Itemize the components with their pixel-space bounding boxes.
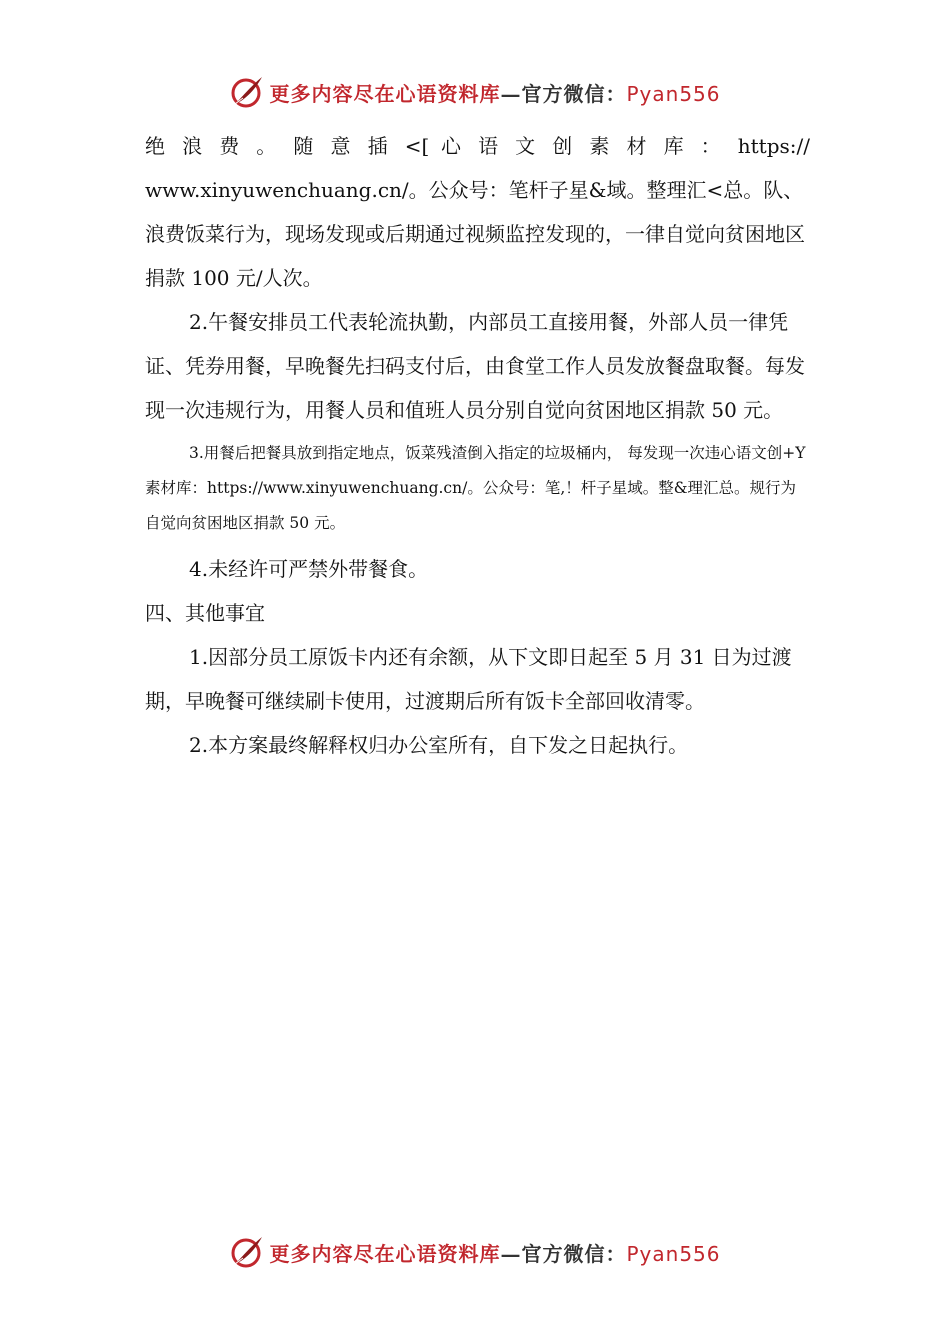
banner-wechat-label: —官方微信： xyxy=(500,1241,627,1266)
quill-pen-circle-icon xyxy=(229,74,265,110)
paragraph-3: 3.用餐后把餐具放到指定地点，饭菜残渣倒入指定的垃圾桶内， 每发现一次违心语文创+Y素材库：https://www.xinyuwenchuang.cn/。公众号：笔,！杆子星域。整&理汇总。规行为自觉向贫困地区捐款 50 元。 xyxy=(145,444,806,532)
paragraph-6: 2.本方案最终解释权归办公室所有，自下发之日起执行。 xyxy=(189,733,689,757)
banner-text xyxy=(269,78,720,107)
banner-wechat-id: Pyan556 xyxy=(626,1241,721,1266)
header-banner xyxy=(0,72,950,112)
paragraph-2: 2.午餐安排员工代表轮流执勤，内部员工直接用餐，外部人员一律凭证、凭券用餐，早晚餐先扫码支付后，由食堂工作人员发放餐盘取餐。每发现一次违规行为，用餐人员和值班人员分别自觉向贫困地区捐款 50 元。 xyxy=(145,310,805,422)
banner-brand: 更多内容尽在心语资料库 xyxy=(269,81,501,106)
paragraph-1-line-1: 绝 浪 费 。 随 意 插 <[ 心 语 文 创 素 材 库 ： https:// xyxy=(145,134,810,158)
banner-text xyxy=(269,1238,720,1267)
section-heading-4: 四、其他事宜 xyxy=(145,601,265,625)
banner-brand: 更多内容尽在心语资料库 xyxy=(269,1241,501,1266)
paragraph-5: 1.因部分员工原饭卡内还有余额，从下文即日起至 5 月 31 日为过渡期，早晚餐可继续刷卡使用，过渡期后所有饭卡全部回收清零。 xyxy=(145,645,792,713)
banner-wechat-id: Pyan556 xyxy=(626,81,721,106)
quill-pen-circle-icon xyxy=(229,1234,265,1270)
footer-banner xyxy=(0,1232,950,1272)
banner-wechat-label: —官方微信： xyxy=(500,81,627,106)
document-body xyxy=(145,124,810,767)
paragraph-4: 4.未经许可严禁外带餐食。 xyxy=(189,557,429,581)
paragraph-1-rest: www.xinyuwenchuang.cn/。公众号：笔杆子星&域。整理汇<总。队、浪费饭菜行为，现场发现或后期通过视频监控发现的，一律自觉向贫困地区捐款 100 元/人次。 xyxy=(145,178,805,290)
